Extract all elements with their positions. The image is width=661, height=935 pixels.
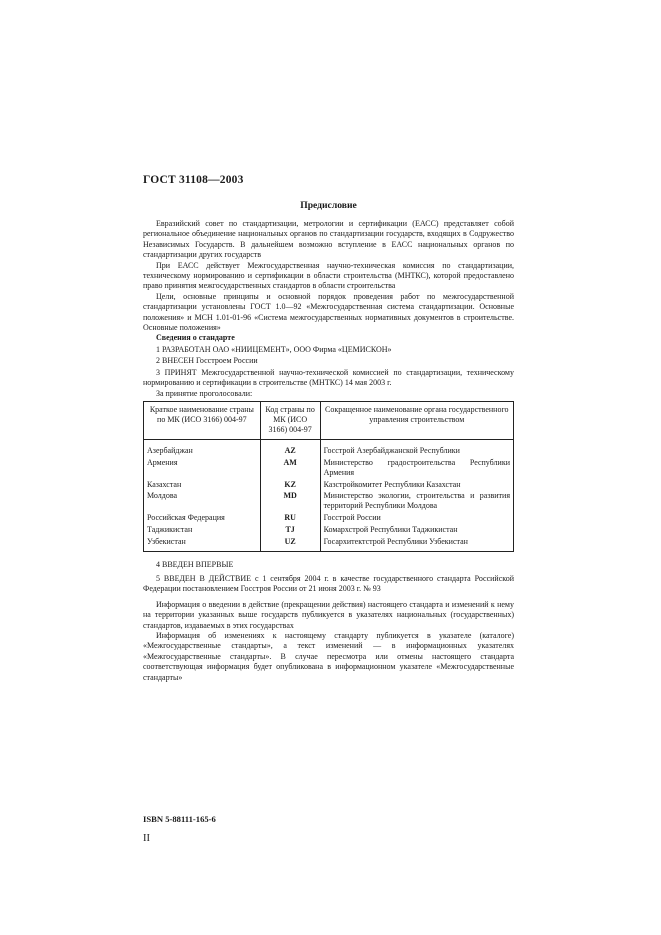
info-item-5: 5 ВВЕДЕН В ДЕЙСТВИЕ с 1 сентября 2004 г. в качестве государственного стандарта Российской Федерации постановлением Госстроя России от 21 июня 2003 г. № 93 <box>143 573 514 594</box>
preface-body <box>143 219 514 683</box>
country-cell: Молдова <box>144 490 261 512</box>
code-cell: KZ <box>260 479 320 491</box>
org-cell: Министерство градостроительства Республики Армения <box>320 457 513 479</box>
code-cell: AM <box>260 457 320 479</box>
voting-table <box>143 401 514 553</box>
country-cell: Российская Федерация <box>144 512 261 524</box>
org-cell: Госстрой Азербайджанской Республики <box>320 440 513 457</box>
paragraph-5: Информация об изменениях к настоящему стандарту публикуется в указателе (каталоге) «Межгосударственные стандарты», а текст изменений — в информационных указателях «Межгосударственные стандарты». В случае пересмотра или отмены настоящего стандарта соответствующая информация будет опубликована в информационном указателе «Межгосударственные стандарты» <box>143 630 514 682</box>
code-cell: AZ <box>260 440 320 457</box>
org-cell: Министерство экологии, строительства и развития территорий Республики Молдова <box>320 490 513 512</box>
info-item-2: 2 ВНЕСЕН Госстроем России <box>156 356 258 366</box>
header-country: Краткое наименование страны по МК (ИСО 3166) 004-97 <box>144 401 261 439</box>
paragraph-2: При ЕАСС действует Межгосударственная научно-техническая комиссия по стандартизации, техническому нормированию и сертификации в области строительства (МНТКС), которой предоставлено право принятия межгосударственных стандартов в области строительства <box>143 260 514 291</box>
paragraph-4: Информация о введении в действие (прекращении действия) настоящего стандарта и изменений к нему на территории указанных выше государств публикуется в указателях национальных (государственных) стандартов, издаваемых в этих государствах <box>143 599 514 630</box>
paragraph-3: Цели, основные принципы и основной порядок проведения работ по межгосударственной стандартизации установлены ГОСТ 1.0—92 «Межгосударственная система стандартизации. Основные положения» и МСН 1.01-01-96 «Система межгосударственных нормативных документов в строительстве. Основные положения» <box>143 291 514 333</box>
standard-code: ГОСТ 31108—2003 <box>143 174 244 186</box>
code-cell: UZ <box>260 536 320 552</box>
info-item-4: 4 ВВЕДЕН ВПЕРВЫЕ <box>156 560 234 570</box>
table-row <box>144 536 514 552</box>
country-cell: Казахстан <box>144 479 261 491</box>
org-cell: Госархитектстрой Республики Узбекистан <box>320 536 513 552</box>
table-row <box>144 440 514 457</box>
country-cell: Азербайджан <box>144 440 261 457</box>
header-org: Сокращенное наименование органа государственного управления строительством <box>320 401 513 439</box>
table-row <box>144 479 514 491</box>
code-cell: MD <box>260 490 320 512</box>
country-cell: Таджикистан <box>144 524 261 536</box>
table-row <box>144 457 514 479</box>
country-cell: Узбекистан <box>144 536 261 552</box>
info-item-1: 1 РАЗРАБОТАН ОАО «НИИЦЕМЕНТ», ООО Фирма «ЦЕМИСКОН» <box>156 344 392 354</box>
info-item-3: 3 ПРИНЯТ Межгосударственной научно-технической комиссией по стандартизации, техническому нормированию и сертификации в строительстве (МНТКС) 14 мая 2003 г. <box>143 367 514 388</box>
paragraph-1: Евразийский совет по стандартизации, метрологии и сертификации (ЕАСС) представляет собой региональное объединение национальных органов по стандартизации государств, входящих в Содружество Независимых Государств. В дальнейшем возможно вступление в ЕАСС национальных органов по стандартизации других государств <box>143 219 514 260</box>
page-number: II <box>143 833 150 844</box>
org-cell: Казстройкомитет Республики Казахстан <box>320 479 513 491</box>
code-cell: RU <box>260 512 320 524</box>
vote-caption: За принятие проголосовали: <box>156 388 253 398</box>
org-cell: Госстрой России <box>320 512 513 524</box>
info-heading: Сведения о стандарте <box>156 333 235 343</box>
header-code: Код страны по МК (ИСО 3166) 004-97 <box>260 401 320 439</box>
code-cell: TJ <box>260 524 320 536</box>
org-cell: Комархстрой Республики Таджикистан <box>320 524 513 536</box>
table-row <box>144 490 514 512</box>
isbn: ISBN 5-88111-165-6 <box>143 814 216 824</box>
table-row <box>144 512 514 524</box>
country-cell: Армения <box>144 457 261 479</box>
table-header-row <box>144 401 514 439</box>
table-row <box>144 524 514 536</box>
preface-title: Предисловие <box>300 200 357 211</box>
